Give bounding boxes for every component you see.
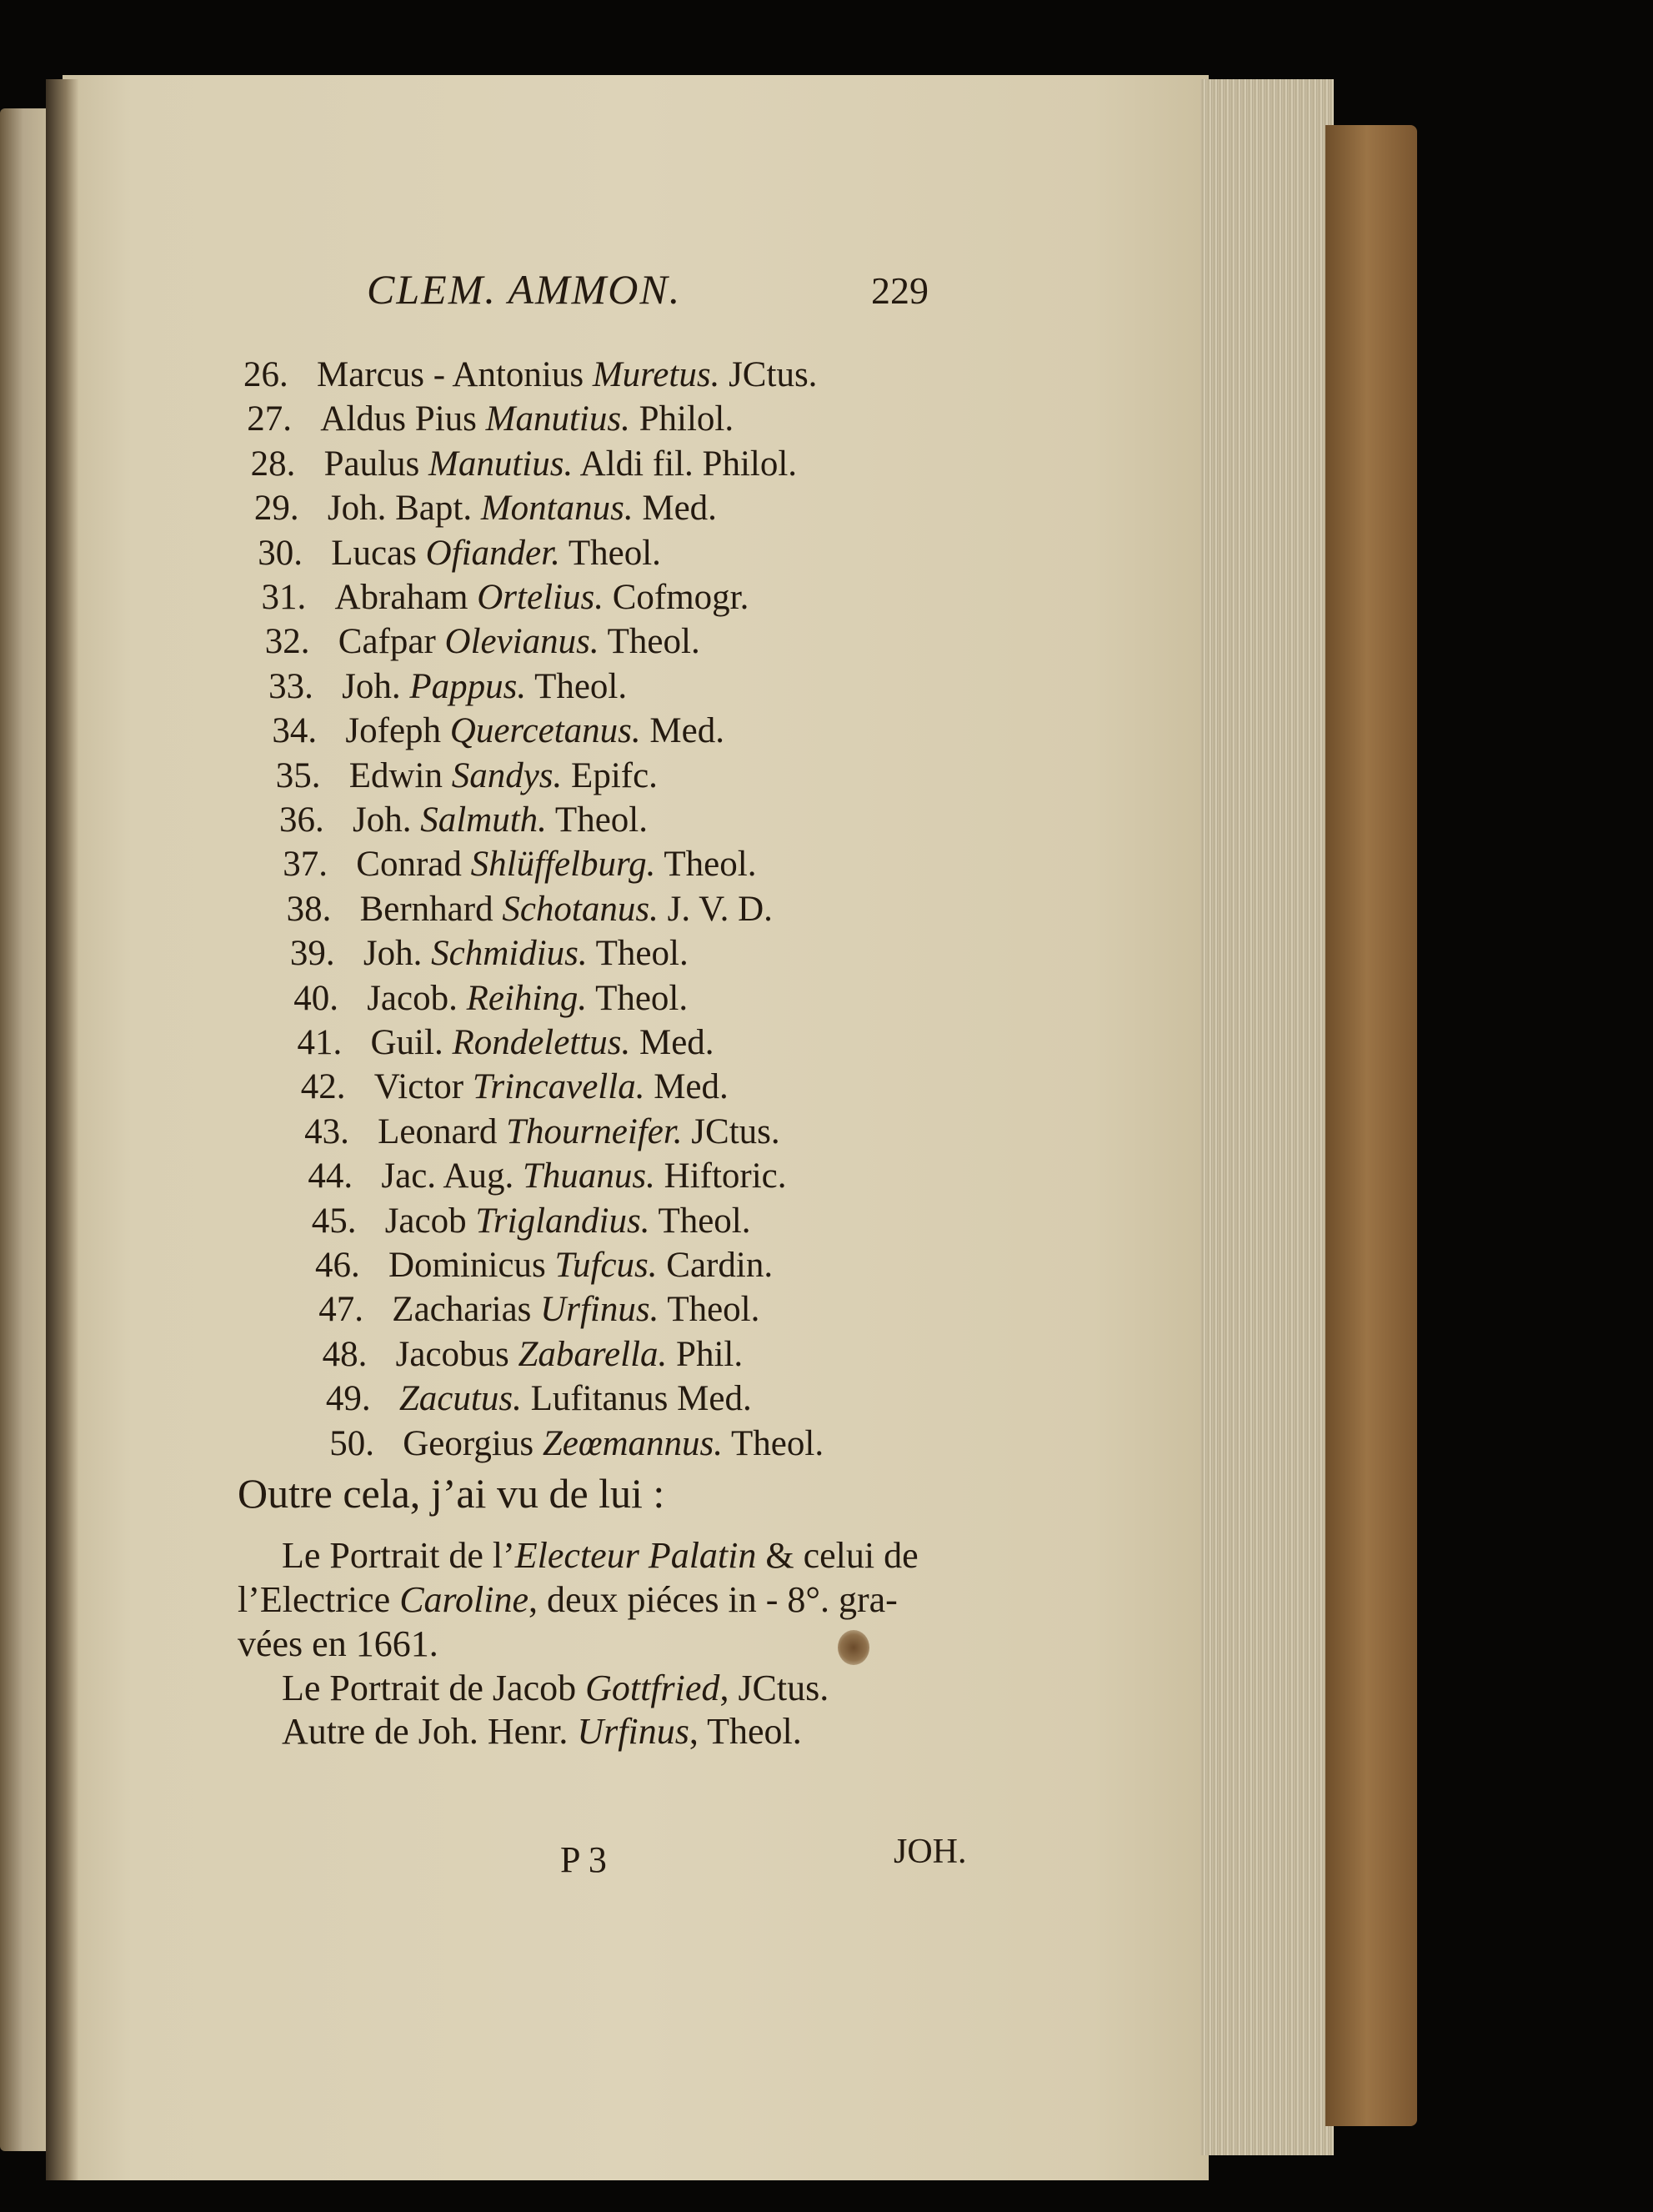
list-item	[293, 978, 688, 1019]
paragraph-line-5	[282, 1710, 802, 1753]
entry-role: Aldi fil. Philol.	[579, 444, 798, 484]
list-item	[301, 1066, 729, 1107]
entry-role: Theol.	[658, 1201, 751, 1241]
entry-surname: Manutius.	[485, 399, 630, 439]
list-item	[318, 1289, 759, 1330]
entry-surname: Rondelettus.	[452, 1023, 631, 1062]
entry-number: 50.	[329, 1423, 374, 1463]
entry-role: Lufitanus Med.	[530, 1379, 752, 1419]
entry-number: 35.	[275, 755, 321, 795]
entry-role: Theol.	[534, 666, 628, 706]
entry-surname: Muretus.	[592, 355, 720, 394]
section-heading: Outre cela, j’ai vu de lui :	[238, 1470, 665, 1517]
paragraph-line-4	[282, 1667, 829, 1709]
entry-number: 46.	[315, 1246, 360, 1285]
entry-given-name: Lucas	[331, 533, 417, 573]
entry-given-name: Jacob.	[367, 978, 458, 1018]
paragraph-line-3: vées en 1661.	[238, 1623, 438, 1664]
entry-number: 26.	[243, 355, 288, 394]
entry-surname: Olevianus.	[444, 622, 599, 662]
entry-number: 44.	[308, 1156, 353, 1196]
list-item	[326, 1378, 752, 1419]
gutter-shadow	[46, 79, 79, 2180]
entry-role: Theol.	[731, 1423, 824, 1463]
entry-role: Theol.	[607, 622, 700, 662]
entry-number: 29.	[253, 489, 299, 529]
page-block-edges	[1200, 79, 1334, 2155]
entry-role: Cofmogr.	[612, 578, 749, 617]
entry-number: 34.	[272, 711, 318, 751]
entry-surname: Zacutus.	[398, 1379, 522, 1419]
text-run: l’Electrice	[238, 1579, 400, 1620]
list-item	[312, 1201, 751, 1241]
entry-number: 38.	[286, 889, 332, 929]
entry-number: 45.	[311, 1201, 357, 1241]
entry-given-name: Dominicus	[388, 1246, 546, 1285]
entry-surname: Ortelius.	[477, 578, 604, 617]
entry-given-name: Marcus - Antonius	[317, 355, 584, 394]
entry-surname: Zabarella.	[518, 1334, 668, 1374]
list-item	[276, 755, 658, 796]
text-run: & celui de	[756, 1535, 919, 1576]
entry-surname: Salmuth.	[420, 800, 547, 840]
entry-given-name: Cafpar	[338, 622, 436, 662]
entry-role: Theol.	[595, 978, 689, 1018]
text-run: Le Portrait de Jacob	[282, 1668, 586, 1708]
entry-number: 40.	[293, 978, 338, 1018]
entry-given-name: Leonard	[378, 1111, 498, 1151]
list-item	[283, 844, 756, 885]
entry-number: 27.	[247, 399, 293, 439]
entry-role: Med.	[642, 489, 717, 529]
entry-role: Phil.	[676, 1334, 744, 1374]
list-item	[262, 577, 749, 618]
entry-given-name: Joh.	[353, 800, 412, 840]
text-run: Autre de Joh. Henr.	[282, 1711, 578, 1752]
entry-surname: Zeœmannus.	[542, 1423, 724, 1463]
entry-surname: Shlüffelburg.	[470, 845, 656, 885]
entry-surname: Sandys.	[451, 755, 563, 795]
entry-role: Epifc.	[571, 755, 658, 795]
list-item	[315, 1245, 773, 1286]
entry-surname: Reihing.	[466, 978, 588, 1018]
entry-number: 43.	[304, 1111, 349, 1151]
entry-given-name: Conrad	[356, 845, 462, 885]
list-item	[290, 933, 689, 974]
entry-role: Philol.	[639, 399, 734, 439]
text-run: , JCtus.	[719, 1668, 829, 1708]
entry-role: JCtus.	[729, 355, 818, 394]
entry-surname: Thourneifer.	[506, 1111, 683, 1151]
entry-surname: Tufcus.	[554, 1246, 658, 1285]
list-item	[247, 399, 734, 439]
entry-given-name: Aldus Pius	[320, 399, 477, 439]
text-run: , deux piéces in - 8°. gra-	[528, 1579, 898, 1620]
entry-given-name: Abraham	[334, 578, 468, 617]
entry-role: Med.	[639, 1023, 714, 1062]
list-item	[272, 710, 724, 751]
entry-number: 36.	[279, 800, 324, 840]
entry-role: Cardin.	[666, 1246, 774, 1285]
entry-given-name: Guil.	[370, 1023, 443, 1062]
text-run-italic: Urfinus	[577, 1711, 689, 1752]
text-run-italic: Caroline	[399, 1579, 529, 1620]
entry-number: 30.	[258, 533, 303, 573]
entry-surname: Thuanus.	[522, 1156, 655, 1196]
paragraph-line-1	[282, 1534, 919, 1577]
text-run-italic: Electeur Palatin	[514, 1535, 757, 1576]
entry-given-name: Edwin	[348, 755, 443, 795]
entry-number: 49.	[325, 1379, 371, 1419]
entry-role: Theol.	[595, 934, 689, 974]
list-item	[308, 1156, 786, 1196]
entry-given-name: Joh. Bapt.	[327, 489, 473, 529]
entry-given-name: Bernhard	[359, 889, 493, 929]
entry-surname: Triglandius.	[475, 1201, 650, 1241]
list-item	[254, 488, 717, 529]
entry-given-name: Jacob	[384, 1201, 467, 1241]
running-title: CLEM. AMMON.	[367, 266, 682, 313]
entry-number: 31.	[261, 578, 307, 617]
entry-surname: Trincavella.	[472, 1067, 645, 1107]
entry-given-name: Paulus	[323, 444, 420, 484]
entry-surname: Urfinus.	[540, 1290, 659, 1330]
list-item	[265, 621, 700, 662]
list-item	[298, 1022, 714, 1063]
text-run-italic: Gottfried	[585, 1668, 720, 1708]
entry-given-name: Victor	[373, 1067, 464, 1107]
entry-number: 41.	[297, 1023, 343, 1062]
entry-number: 42.	[300, 1067, 346, 1107]
entry-number: 39.	[289, 934, 335, 974]
entry-role: Theol.	[554, 800, 648, 840]
entry-role: Theol.	[664, 845, 757, 885]
list-item	[287, 889, 773, 930]
entry-surname: Schmidius.	[431, 934, 588, 974]
list-item	[329, 1423, 824, 1464]
entry-given-name: Jacobus	[395, 1334, 509, 1374]
entry-given-name: Joh.	[363, 934, 423, 974]
entry-surname: Pappus.	[409, 666, 527, 706]
entry-surname: Ofiander.	[425, 533, 560, 573]
entry-number: 32.	[264, 622, 310, 662]
ink-stain	[838, 1630, 869, 1665]
entry-given-name: Georgius	[403, 1423, 534, 1463]
list-item	[251, 444, 797, 484]
list-item	[268, 666, 627, 707]
entry-surname: Montanus.	[480, 489, 634, 529]
entry-role: JCtus.	[691, 1111, 780, 1151]
list-item	[258, 533, 661, 574]
entry-role: J. V. D.	[667, 889, 773, 929]
entry-number: 48.	[322, 1334, 368, 1374]
text-run: Le Portrait de l’	[282, 1535, 515, 1576]
list-item	[279, 800, 648, 840]
entry-role: Med.	[654, 1067, 729, 1107]
list-item	[323, 1334, 744, 1375]
list-item	[304, 1111, 780, 1152]
book-cover-edge	[1325, 125, 1417, 2126]
entry-surname: Manutius.	[428, 444, 574, 484]
signature-mark: P 3	[560, 1839, 607, 1880]
paragraph-line-2	[238, 1578, 898, 1621]
entry-role: Theol.	[667, 1290, 760, 1330]
entry-role: Hiftoric.	[664, 1156, 787, 1196]
entry-number: 37.	[283, 845, 328, 885]
entry-given-name: Jofeph	[345, 711, 442, 751]
catchword: JOH.	[894, 1833, 967, 1871]
entry-surname: Schotanus.	[502, 889, 659, 929]
entry-number: 28.	[250, 444, 296, 484]
entry-number: 47.	[318, 1290, 364, 1330]
entry-role: Theol.	[568, 533, 661, 573]
list-item	[243, 354, 817, 395]
entry-surname: Quercetanus.	[449, 711, 641, 751]
entry-given-name: Jac. Aug.	[381, 1156, 514, 1196]
text-run: , Theol.	[689, 1711, 802, 1752]
entry-given-name: Zacharias	[392, 1290, 532, 1330]
entry-number: 33.	[268, 666, 313, 706]
entry-role: Med.	[649, 711, 724, 751]
entry-given-name: Joh.	[342, 666, 401, 706]
page-number: 229	[871, 269, 929, 312]
